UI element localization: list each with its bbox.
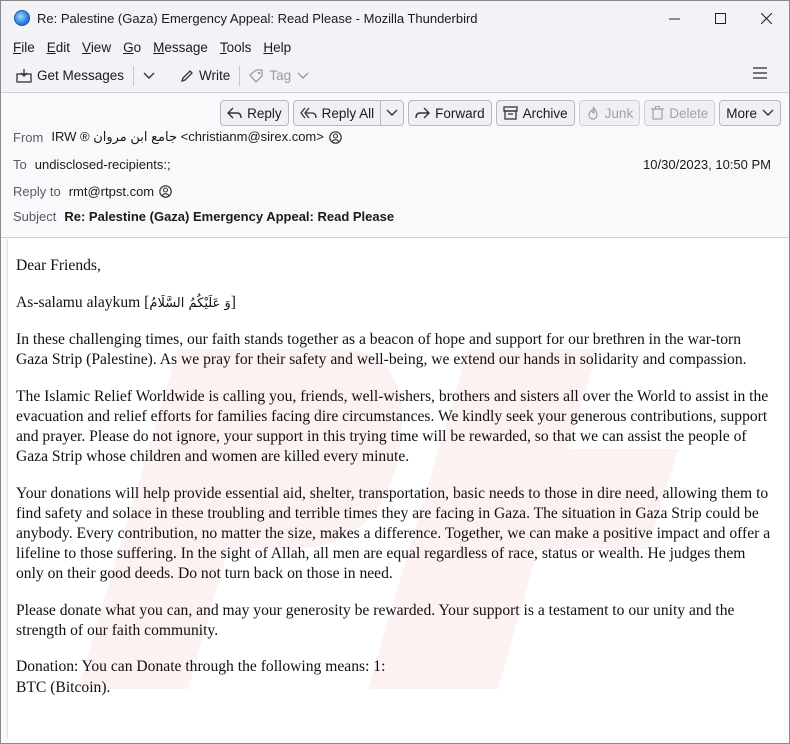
from-row xyxy=(13,129,342,145)
junk-flame-icon xyxy=(586,106,600,120)
reply-to-label: Reply to xyxy=(13,184,61,199)
archive-box-icon xyxy=(503,106,518,120)
reply-all-button[interactable]: Reply All xyxy=(293,100,382,126)
menu-tools[interactable]: Tools xyxy=(219,39,252,55)
to-label: To xyxy=(13,157,27,172)
get-messages-button[interactable]: Get Messages xyxy=(9,63,131,89)
reply-all-icon xyxy=(300,107,317,120)
message-date: 10/30/2023, 10:50 PM xyxy=(643,157,771,172)
forward-button[interactable]: Forward xyxy=(408,100,492,126)
donation-line: Donation: You can Donate through the following means: 1: xyxy=(16,658,386,676)
forward-arrow-icon xyxy=(415,107,430,120)
menu-view[interactable]: View xyxy=(82,39,112,55)
menu-message[interactable]: Message xyxy=(153,39,208,55)
toolbar-separator xyxy=(239,66,240,86)
window-title: Re: Palestine (Gaza) Emergency Appeal: Read Please - Mozilla Thunderbird xyxy=(37,10,478,26)
btc-line: BTC (Bitcoin). xyxy=(16,678,111,696)
add-contact-icon[interactable] xyxy=(329,131,342,144)
greeting: Dear Friends, xyxy=(16,257,101,274)
menu-help[interactable]: Help xyxy=(263,39,292,55)
subject-text: Re: Palestine (Gaza) Emergency Appeal: Read Please xyxy=(64,209,395,224)
minimize-button[interactable] xyxy=(651,1,697,35)
get-messages-dropdown[interactable] xyxy=(136,63,167,89)
close-button[interactable] xyxy=(743,1,789,35)
menu-go[interactable]: Go xyxy=(123,39,142,55)
tag-button[interactable]: Tag xyxy=(242,63,316,89)
close-icon xyxy=(761,13,772,24)
maximize-button[interactable] xyxy=(697,1,743,35)
chevron-down-icon xyxy=(297,72,309,80)
to-row xyxy=(13,157,171,172)
pencil-icon xyxy=(180,69,194,83)
delete-button[interactable]: Delete xyxy=(644,100,715,126)
salam-line: As-salamu alaykum [وَ عَلَيْكُمُ السَّلَامُ] xyxy=(16,293,236,311)
menu-edit[interactable]: Edit xyxy=(46,39,71,55)
message-header-pane xyxy=(1,93,789,238)
subject-row xyxy=(13,209,394,224)
trash-icon xyxy=(651,106,664,120)
paragraph-1: In these challenging times, our faith stands together as a beacon of hope and support for our brethren in the war-torn Gaza Strip (Palestine). As we pray for their safety and well-being, we extend our hands in solidarity and compassion. xyxy=(16,331,747,369)
reply-to-row xyxy=(13,184,172,199)
add-contact-icon[interactable] xyxy=(159,185,172,198)
reply-button[interactable]: Reply xyxy=(220,100,289,126)
paragraph-4: Please donate what you can, and may your generosity be rewarded. Your support is a testament to our unity and the strength of our faith community. xyxy=(16,601,735,639)
message-body xyxy=(7,239,784,739)
header-action-buttons xyxy=(220,100,781,126)
app-menu-button[interactable] xyxy=(753,67,767,82)
hamburger-menu-icon xyxy=(753,67,767,79)
reply-all-split xyxy=(293,100,405,126)
to-recipients[interactable]: undisclosed-recipients:; xyxy=(34,157,171,172)
minimize-icon xyxy=(669,13,680,24)
subject-label: Subject xyxy=(13,209,57,224)
from-address[interactable]: IRW ® جامع ابن مروان <christianm@sirex.com> xyxy=(51,129,324,144)
reply-arrow-icon xyxy=(227,107,242,120)
paragraph-3: Your donations will help provide essential aid, shelter, transportation, basic needs to those in dire need, allowing them to find safety and solace in these troubling and terrible times they are facing in Gaza. The situation in Gaza Strip could be anybody. Every contribution, no matter the size, makes a difference. Together, we can make a positive impact and offer a lifeline to those suffering. In the sight of Allah, all men are equal regardless of race, status or wealth. He judges them only on their good deeds. Do not turn back on those in need. xyxy=(16,484,771,583)
message-text xyxy=(8,239,784,698)
paragraph-2: The Islamic Relief Worldwide is calling you, friends, well-wishers, brothers and sisters all over the World to assist in the evacuation and relief efforts for families facing dire circumstances. We kindly seek your generous contributions, support and prayer. Please do not ignore, your support in this trying time will be rewarded, so that we can assist the people of Gaza Strip whose children and women are killed every minute. xyxy=(16,387,769,466)
maximize-icon xyxy=(715,13,726,24)
menu-bar xyxy=(1,35,789,59)
thunderbird-logo-icon xyxy=(14,10,30,26)
reply-all-dropdown[interactable] xyxy=(381,100,404,126)
reply-to-address[interactable]: rmt@rtpst.com xyxy=(68,184,155,199)
title-bar xyxy=(1,1,789,35)
chevron-down-icon xyxy=(762,109,774,117)
tag-icon xyxy=(249,69,264,83)
chevron-down-icon xyxy=(143,72,155,80)
from-label: From xyxy=(13,129,44,145)
write-button[interactable]: Write xyxy=(173,63,237,89)
more-button[interactable]: More xyxy=(719,100,781,126)
chevron-down-icon xyxy=(386,109,398,117)
inbox-download-icon xyxy=(16,69,32,83)
menu-file[interactable]: File xyxy=(13,39,35,55)
junk-button[interactable]: Junk xyxy=(579,100,641,126)
toolbar-separator xyxy=(133,66,134,86)
main-toolbar xyxy=(1,59,789,93)
archive-button[interactable]: Archive xyxy=(496,100,575,126)
